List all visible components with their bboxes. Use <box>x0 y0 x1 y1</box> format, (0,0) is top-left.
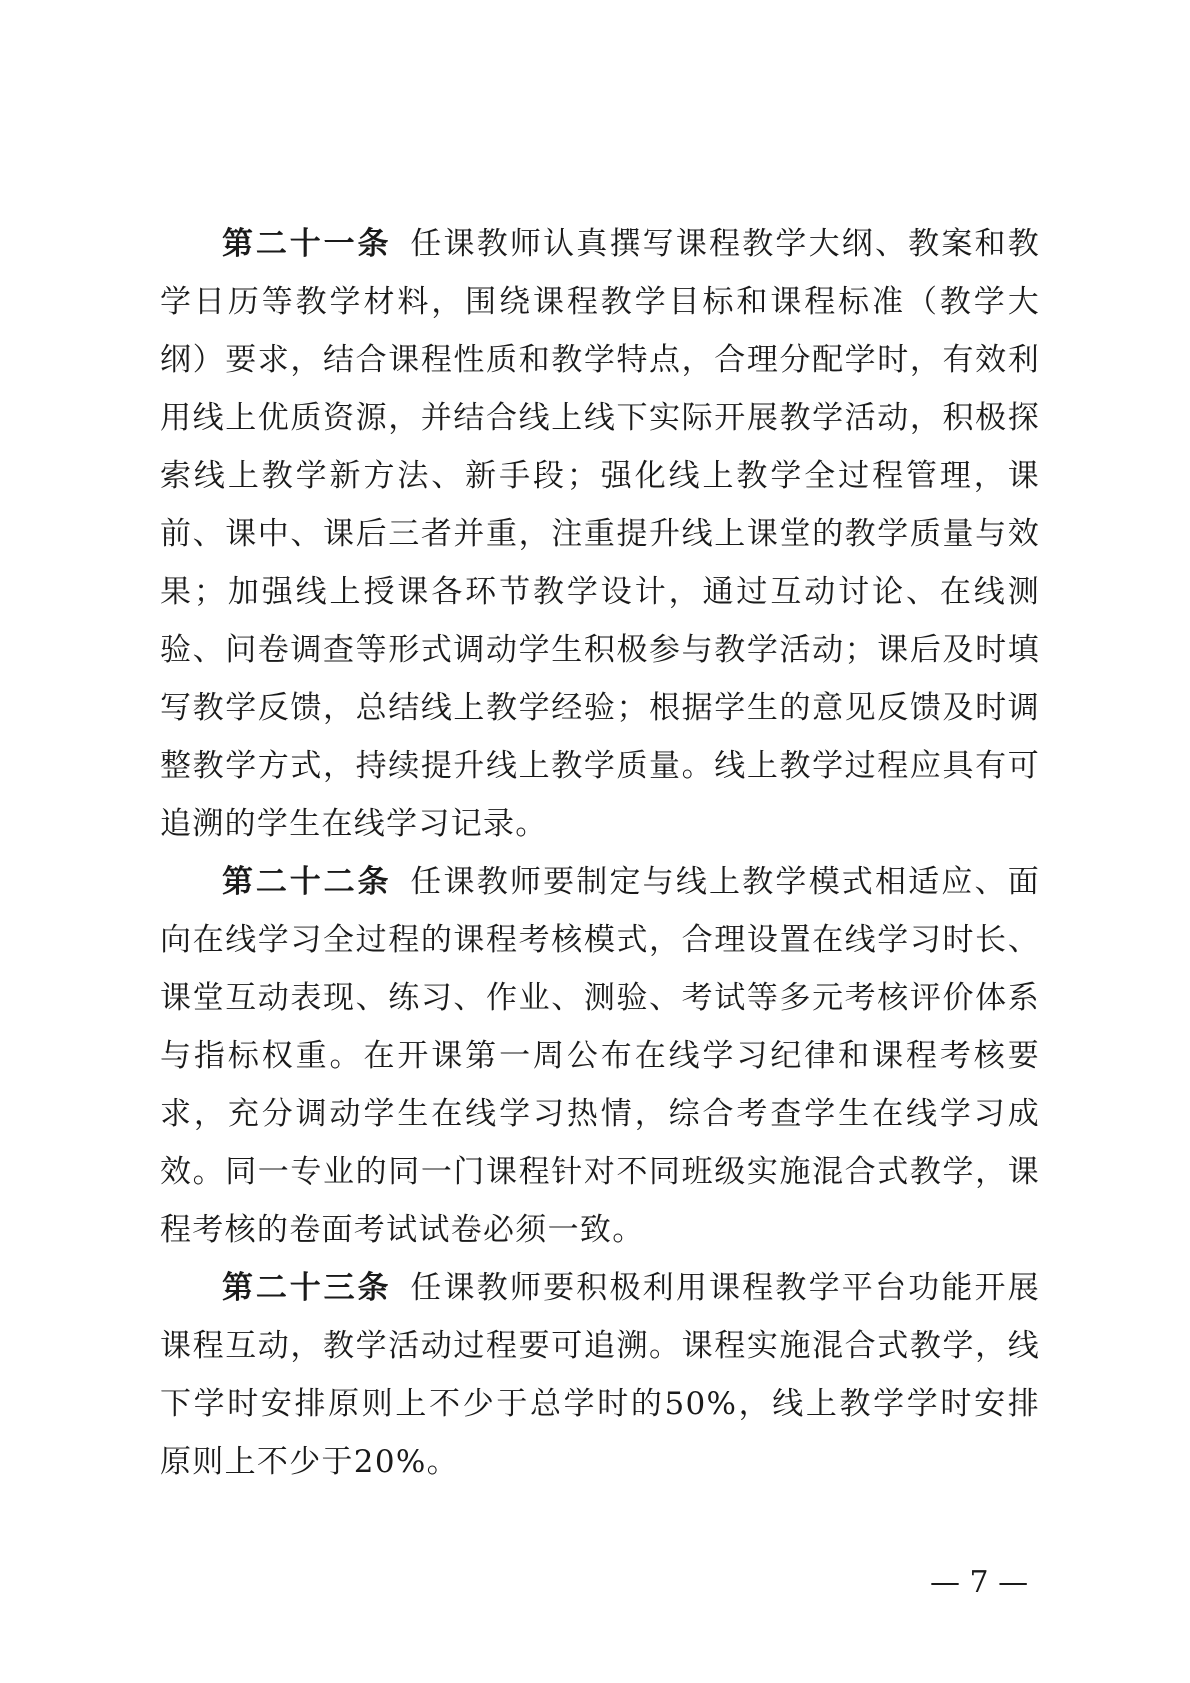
article-22 <box>160 853 1040 1259</box>
article-23 <box>160 1259 1040 1491</box>
page-number: — 7 — <box>930 1565 1029 1600</box>
article-text: 任课教师要制定与线上教学模式相适应、面向在线学习全过程的课程考核模式，合理设置在线学习时长、课堂互动表现、练习、作业、测验、考试等多元考核评价体系与指标权重。在开课第一周公布在线学习纪律和课程考核要求，充分调动学生在线学习热情，综合考查学生在线学习成效。同一专业的同一门课程针对不同班级实施混合式教学，课程考核的卷面考试试卷必须一致。 <box>160 864 1040 1248</box>
article-heading: 第二十一条 <box>222 226 392 262</box>
article-21 <box>160 215 1040 853</box>
document-body <box>160 215 1040 1491</box>
article-heading: 第二十三条 <box>222 1270 392 1306</box>
article-heading: 第二十二条 <box>222 864 392 900</box>
article-text: 任课教师要积极利用课程教学平台功能开展课程互动，教学活动过程要可追溯。课程实施混合式教学，线下学时安排原则上不少于总学时的50%，线上教学学时安排原则上不少于20%。 <box>160 1270 1040 1480</box>
article-text: 任课教师认真撰写课程教学大纲、教案和教学日历等教学材料，围绕课程教学目标和课程标准（教学大纲）要求，结合课程性质和教学特点，合理分配学时，有效利用线上优质资源，并结合线上线下实际开展教学活动，积极探索线上教学新方法、新手段；强化线上教学全过程管理，课前、课中、课后三者并重，注重提升线上课堂的教学质量与效果；加强线上授课各环节教学设计，通过互动讨论、在线测验、问卷调查等形式调动学生积极参与教学活动；课后及时填写教学反馈，总结线上教学经验；根据学生的意见反馈及时调整教学方式，持续提升线上教学质量。线上教学过程应具有可追溯的学生在线学习记录。 <box>160 226 1040 842</box>
